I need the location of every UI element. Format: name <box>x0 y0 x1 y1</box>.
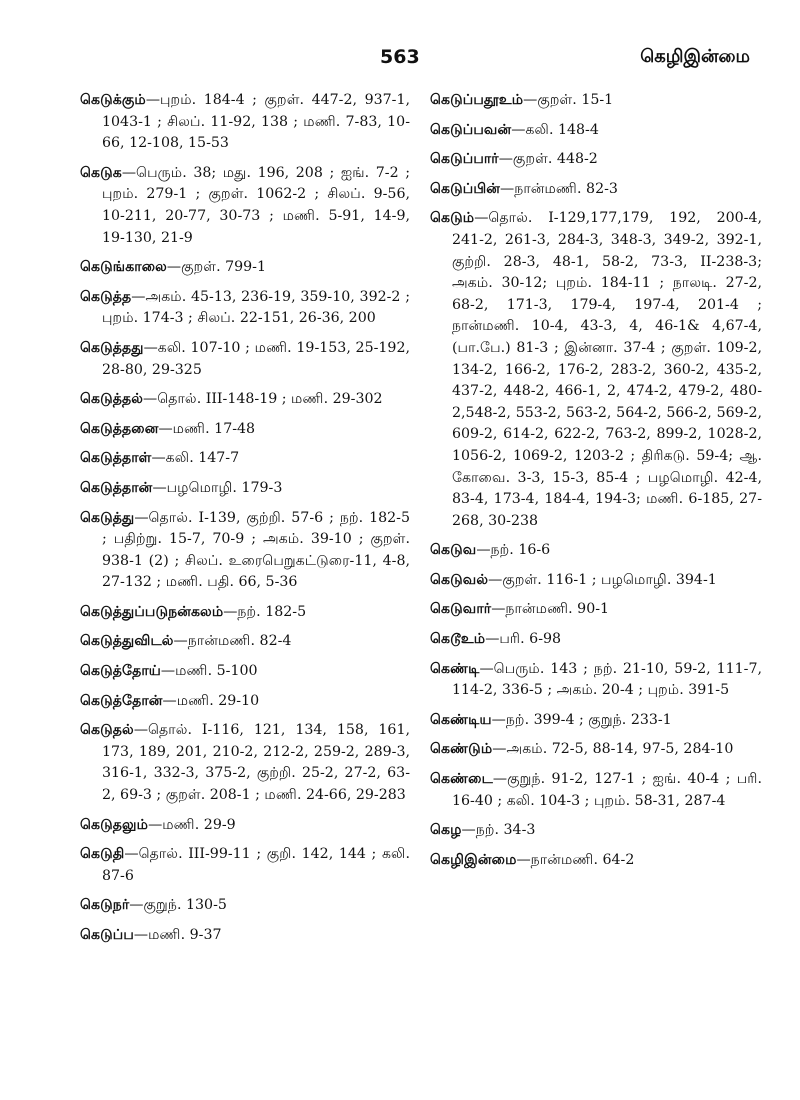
entry-dash: — <box>492 741 507 758</box>
entry-references: தொல். I-116, 121, 134, 158, 161, 173, 189, 201, 210-2, 212-2, 259-2, 289-3, 316-1, 332-3, 375-2, குற்றி. 25-2, 27-2, 63-2, 69-3 ; குறள். 208-1 ; மணி. 24-66, 29-283 <box>102 722 410 804</box>
running-head: கெழிஇன்மை <box>640 46 750 67</box>
entry-headword: கெடூஉம் <box>430 631 486 648</box>
entry-headword: கெடுத்துப்படுநன்கலம் <box>80 603 224 620</box>
entry-dash: — <box>162 692 177 709</box>
entry-references: குறள். 15-1 <box>537 92 614 108</box>
index-entry <box>430 850 762 872</box>
entry-headword: கெடுத்தோய் <box>80 663 161 680</box>
index-entry <box>80 720 410 806</box>
page-number: 563 <box>380 46 420 68</box>
index-entry <box>80 90 410 155</box>
entry-headword: கெழிஇன்மை <box>430 851 517 868</box>
entry-headword: கெடுத்தது <box>80 339 144 356</box>
entry-references: மணி. 17-48 <box>172 420 256 437</box>
index-entry <box>430 769 762 812</box>
entry-references: பெரும். 38; மது. 196, 208 ; ஐங். 7-2 ; புறம். 279-1 ; குறள். 1062-2 ; சிலப். 9-56, 10-211, 20-77, 30-73 ; மணி. 5-91, 14-9, 19-130, 21-9 <box>102 164 410 246</box>
entry-dash: — <box>143 339 158 356</box>
entry-dash: — <box>523 92 538 108</box>
entry-headword: கெடும் <box>430 210 475 227</box>
entry-references: பெரும். 143 ; நற். 21-10, 59-2, 111-7, 114-2, 336-5 ; அகம். 20-4 ; புறம். 391-5 <box>452 660 762 699</box>
index-entry <box>80 925 410 947</box>
index-entry <box>80 844 410 887</box>
index-entry <box>80 448 410 470</box>
entry-dash: — <box>158 420 173 437</box>
index-entry <box>80 895 410 917</box>
entry-references: மணி. 5-100 <box>175 663 258 680</box>
entry-dash: — <box>145 92 160 108</box>
entry-dash: — <box>121 164 137 181</box>
index-entry <box>80 163 410 249</box>
entry-dash: — <box>223 603 238 620</box>
entry-dash: — <box>166 259 182 276</box>
entry-references: குறள். 116-1 ; பழமொழி. 394-1 <box>502 571 717 588</box>
entry-references: நான்மணி. 82-4 <box>187 633 292 650</box>
entry-dash: — <box>134 509 149 526</box>
entry-headword: கெடுப்பார் <box>430 151 499 168</box>
index-entry <box>80 419 410 441</box>
entry-headword: கெண்டை <box>430 771 493 788</box>
index-entry <box>80 287 410 330</box>
entry-references: பழமொழி. 179-3 <box>166 479 283 496</box>
entry-references: நற். 34-3 <box>475 822 536 839</box>
entry-dash: — <box>129 897 144 914</box>
left-column <box>80 90 410 955</box>
entry-dash: — <box>152 479 167 496</box>
index-entry <box>80 661 410 683</box>
entry-headword: கெடுத்த <box>80 288 132 305</box>
index-entry <box>80 389 410 411</box>
entry-dash: — <box>491 711 506 728</box>
entry-references: தொல். I-129,177,179, 192, 200-4, 241-2, 261-3, 284-3, 348-3, 349-2, 392-1, குற்றி. 28-3, 48-1, 58-2, 73-3, II-238-3; அகம். 30-12; புறம். 184-11 ; நாலடி. 27-2, 68-2, 171-3, 179-4, 197-4, 201-4 ; நான்மணி. 10-4, 43-3, 4, 46-1& 4,67-4,(பா.பே.) 81-3 ; இன்னா. 37-4 ; குறள். 109-2, 134-2, 166-2, 176-2, 283-2, 360-2, 435-2, 437-2, 448-2, 466-1, 2, 474-2, 479-2, 480-2,548-2, 553-2, 563-2, 564-2, 566-2, 569-2, 609-2, 614-2, 622-2, 763-2, 899-2, 1028-2, 1056-2, 1069-2, 1203-2 ; திரிகடு. 59-4; ஆ. கோவை. 3-3, 15-3, 85-4 ; பழமொழி. 42-4, 83-4, 173-4, 184-4, 194-3; மணி. 6-185, 27-268, 30-238 <box>452 210 762 529</box>
entry-headword: கெடுத்தான் <box>80 479 153 496</box>
entry-references: கலி. 107-10 ; மணி. 19-153, 25-192, 28-80, 29-325 <box>102 339 410 378</box>
entry-references: குறள். 799-1 <box>181 259 266 276</box>
entry-dash: — <box>474 210 489 227</box>
entry-references: அகம். 72-5, 88-14, 97-5, 284-10 <box>506 741 734 758</box>
index-entry <box>80 338 410 381</box>
entry-headword: கெடுத்தல் <box>80 391 144 408</box>
entry-references: மணி. 9-37 <box>148 927 222 943</box>
entry-headword: கெடுப்பவன் <box>430 121 512 138</box>
entry-references: தொல். III-99-11 ; குறி. 142, 144 ; கலி. 87-6 <box>102 846 410 884</box>
entry-references: அகம். 45-13, 236-19, 359-10, 392-2 ; புறம். 174-3 ; சிலப். 22-151, 26-36, 200 <box>102 288 410 327</box>
entry-references: புறம். 184-4 ; குறள். 447-2, 937-1, 1043-1 ; சிலப். 11-92, 138 ; மணி. 7-83, 10-66, 12-108, 15-53 <box>102 92 410 152</box>
entry-dash: — <box>133 927 149 943</box>
entry-headword: கெடுவ <box>430 542 477 559</box>
entry-references: தொல். I-139, குற்றி. 57-6 ; நற். 182-5 ; பதிற்று. 15-7, 70-9 ; அகம். 39-10 ; குறள். 938-1 (2) ; சிலப். உரைபெறுகட்டுரை-11, 4-8, 27-132 ; மணி. பதி. 66, 5-36 <box>102 509 410 591</box>
entry-references: நான்மணி. 90-1 <box>505 601 610 618</box>
entry-headword: கெடுத்தனை <box>80 420 159 437</box>
entry-dash: — <box>131 288 146 305</box>
index-entry <box>430 570 762 592</box>
entry-dash: — <box>498 151 513 168</box>
entry-dash: — <box>133 722 148 739</box>
index-entry <box>430 599 762 621</box>
index-entry <box>430 120 762 142</box>
index-entry <box>80 602 410 624</box>
entry-references: மணி. 29-9 <box>162 816 236 833</box>
entry-dash: — <box>151 450 166 467</box>
entry-headword: கெடுப்பின் <box>430 180 501 197</box>
entry-references: மணி. 29-10 <box>176 692 260 709</box>
index-entry <box>430 659 762 702</box>
entry-references: நான்மணி. 82-3 <box>514 180 618 197</box>
entry-dash: — <box>511 121 526 138</box>
entry-headword: கெடுக்கும் <box>80 92 146 108</box>
index-entry <box>430 710 762 732</box>
entry-dash: — <box>173 633 188 650</box>
index-entry <box>430 208 762 532</box>
entry-headword: கெடுத்துவிடல் <box>80 633 174 650</box>
index-entry <box>430 820 762 842</box>
entry-dash: — <box>461 822 476 839</box>
entry-dash: — <box>476 542 491 559</box>
entry-headword: கெடுதல் <box>80 722 134 739</box>
entry-headword: கெடுதி <box>80 846 125 863</box>
entry-dash: — <box>492 771 508 788</box>
entry-headword: கெடுநர் <box>80 897 130 914</box>
index-entry <box>80 815 410 837</box>
entry-dash: — <box>516 851 531 868</box>
entry-dash: — <box>160 663 176 680</box>
entry-headword: கெடுத்தாள் <box>80 450 152 467</box>
entry-references: நற். 182-5 <box>237 603 307 620</box>
index-entry <box>430 179 762 201</box>
index-entry <box>80 478 410 500</box>
entry-dash: — <box>124 846 139 863</box>
entry-dash: — <box>488 571 503 588</box>
entry-headword: கெண்டும் <box>430 741 493 758</box>
entry-dash: — <box>485 631 500 648</box>
index-entry <box>80 691 410 713</box>
entry-dash: — <box>143 391 158 408</box>
index-entry <box>80 508 410 594</box>
entry-headword: கெண்டிய <box>430 711 492 728</box>
entry-dash: — <box>148 816 163 833</box>
entry-headword: கெடுத்து <box>80 509 135 526</box>
index-entry <box>430 149 762 171</box>
index-entry <box>430 540 762 562</box>
index-entry <box>80 631 410 653</box>
entry-dash: — <box>500 180 515 197</box>
entry-references: தொல். III-148-19 ; மணி. 29-302 <box>157 391 383 408</box>
index-entry <box>430 629 762 651</box>
entry-dash: — <box>479 660 494 677</box>
entry-headword: கெடுப்பதூஉம் <box>430 92 524 108</box>
entry-headword: கெடுத்தோன் <box>80 692 163 709</box>
entry-references: நான்மணி. 64-2 <box>530 851 635 868</box>
entry-references: நற். 399-4 ; குறுந். 233-1 <box>505 711 672 728</box>
entry-headword: கெடுக <box>80 164 122 181</box>
entry-references: கலி. 148-4 <box>525 121 599 138</box>
entry-references: நற். 16-6 <box>490 542 551 559</box>
entry-references: பரி. 6-98 <box>499 631 562 648</box>
entry-headword: கெடுப்ப <box>80 927 134 943</box>
entry-headword: கெடுவல் <box>430 571 489 588</box>
entry-references: குறுந். 91-2, 127-1 ; ஐங். 40-4 ; பரி. 16-40 ; கலி. 104-3 ; புறம். 58-31, 287-4 <box>452 771 762 809</box>
entry-references: குறள். 448-2 <box>512 151 598 168</box>
entry-references: கலி. 147-7 <box>165 450 240 467</box>
index-entry <box>430 90 762 112</box>
index-entry <box>430 739 762 761</box>
entry-dash: — <box>491 601 506 618</box>
entry-references: குறுந். 130-5 <box>143 897 227 914</box>
entry-headword: கெழ <box>430 822 462 839</box>
entry-headword: கெடுங்காலை <box>80 259 167 276</box>
index-entry <box>80 257 410 279</box>
entry-headword: கெடுவார் <box>430 601 492 618</box>
entry-headword: கெடுதலும் <box>80 816 149 833</box>
entry-headword: கெண்டி <box>430 660 480 677</box>
right-column <box>430 90 762 879</box>
